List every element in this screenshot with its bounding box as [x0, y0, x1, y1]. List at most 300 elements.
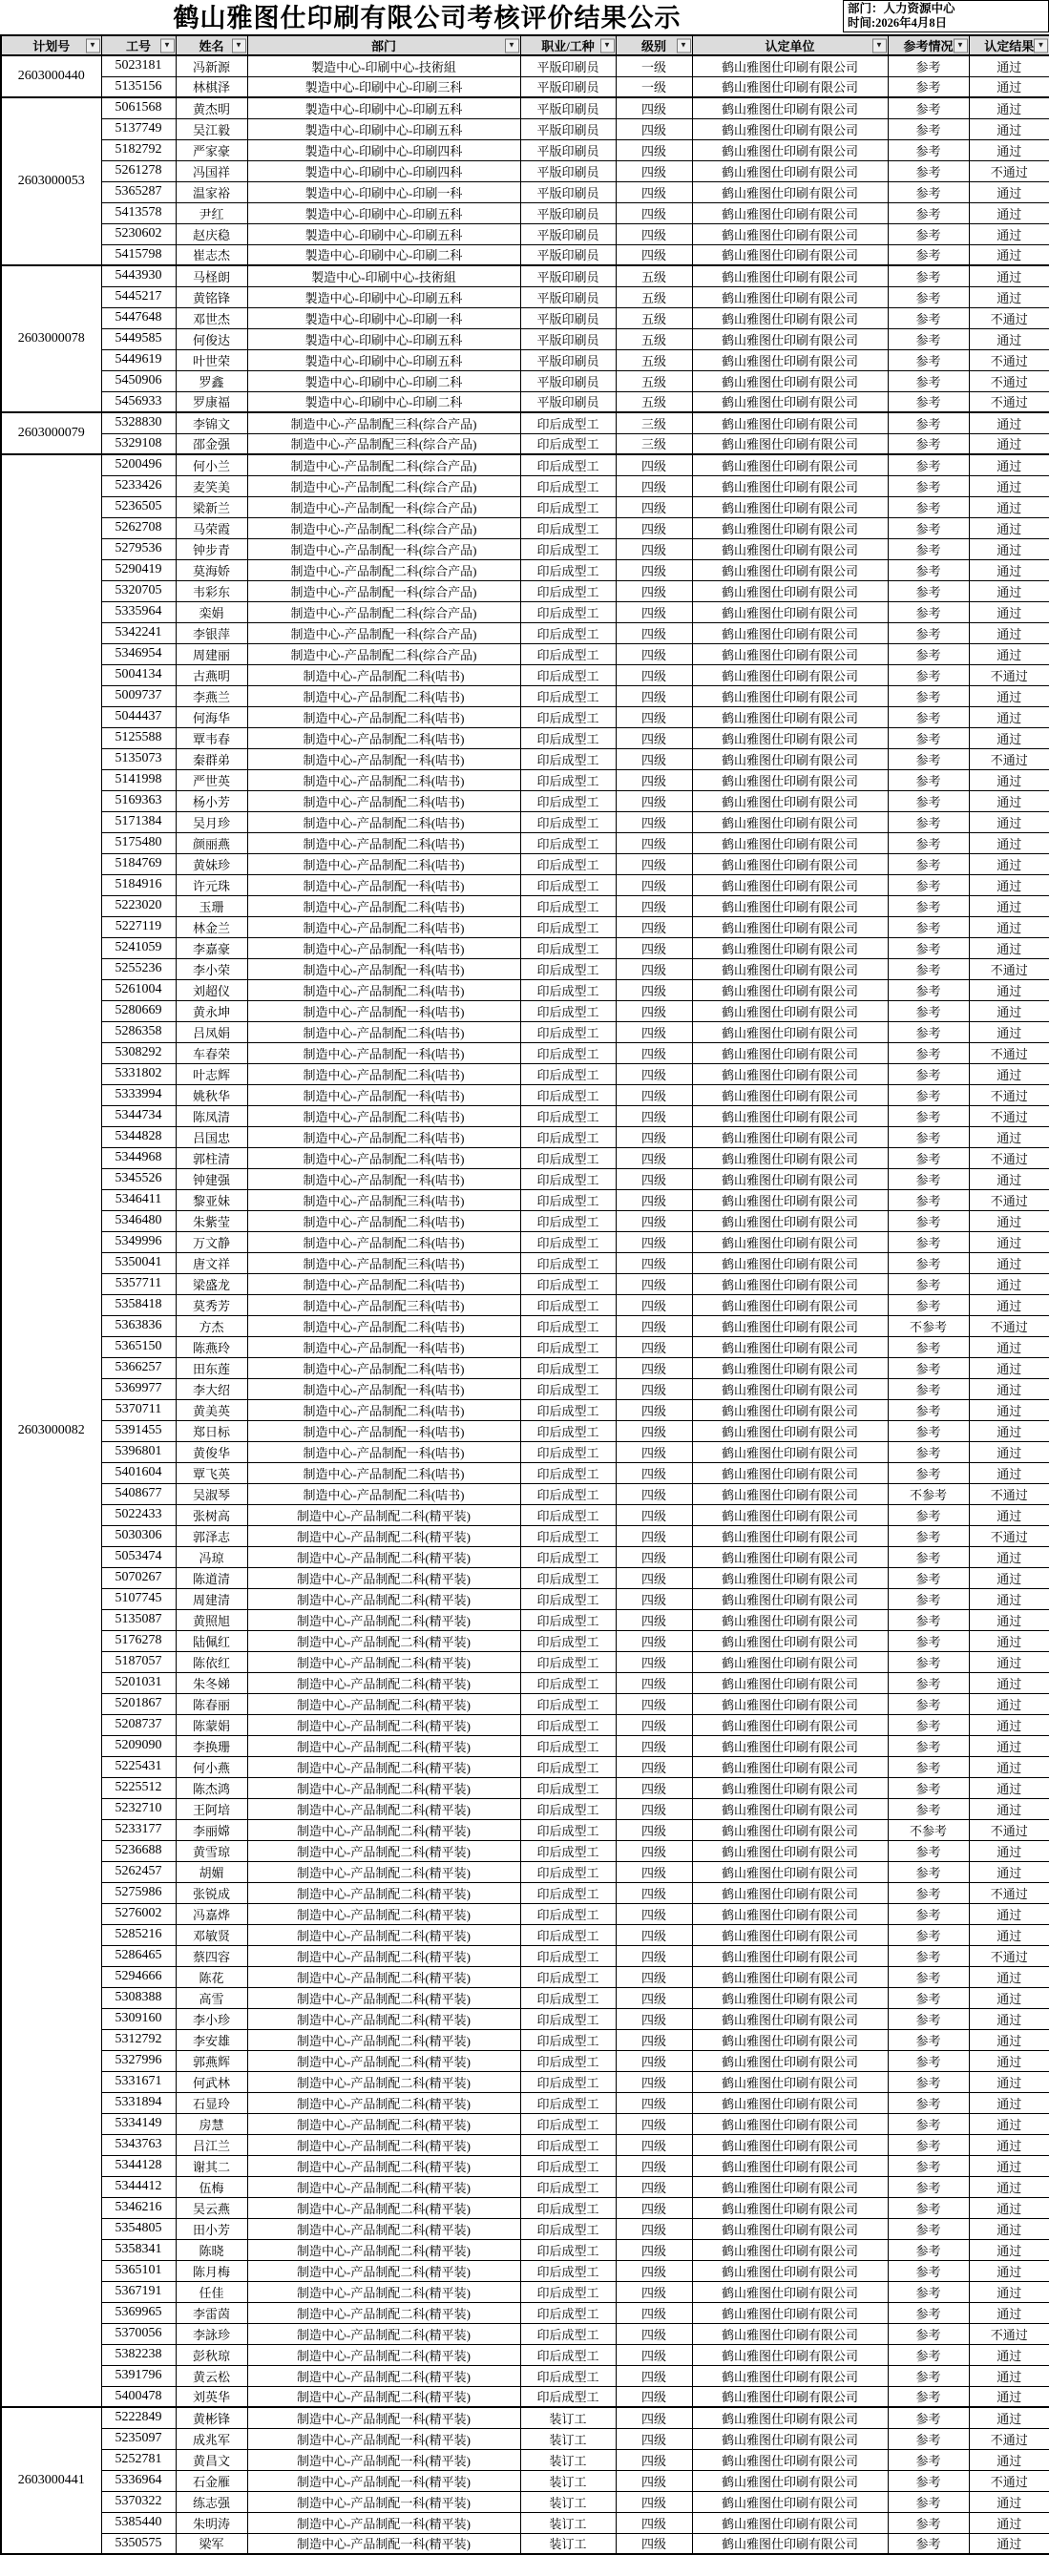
occupation-cell: 印后成型工: [520, 1945, 616, 1966]
reference-cell: 参考: [888, 55, 969, 76]
employee-id-cell: 5365101: [101, 2260, 176, 2281]
department-cell: 制造中心-产品制配二科(咭书): [247, 811, 520, 832]
name-cell: 黄永坤: [176, 1000, 247, 1021]
result-cell: 通过: [969, 1777, 1049, 1798]
result-cell: 不通过: [969, 2470, 1049, 2491]
table-row: [1, 958, 1049, 979]
company-cell: 鹤山雅图仕印刷有限公司: [692, 2218, 888, 2239]
occupation-cell: 印后成型工: [520, 958, 616, 979]
result-cell: 通过: [969, 202, 1049, 223]
employee-id-cell: 5308388: [101, 1987, 176, 2008]
employee-id-cell: 5262457: [101, 1861, 176, 1882]
employee-id-cell: 5400478: [101, 2386, 176, 2407]
name-cell: 马荣霞: [176, 517, 247, 538]
level-cell: 四级: [616, 2134, 692, 2155]
table-row: [1, 2449, 1049, 2470]
reference-cell: 不参考: [888, 1819, 969, 1840]
occupation-cell: 印后成型工: [520, 2386, 616, 2407]
occupation-cell: 装订工: [520, 2470, 616, 2491]
reference-cell: 参考: [888, 349, 969, 370]
department-cell: 制造中心-产品制配二科(精平装): [247, 1630, 520, 1651]
employee-id-cell: 5184769: [101, 853, 176, 874]
result-cell: 不通过: [969, 1189, 1049, 1210]
table-row: [1, 685, 1049, 706]
department-cell: 制造中心-产品制配二科(咭书): [247, 853, 520, 874]
employee-id-cell: 5308292: [101, 1042, 176, 1063]
company-cell: 鹤山雅图仕印刷有限公司: [692, 2449, 888, 2470]
name-cell: 李银萍: [176, 622, 247, 643]
department-cell: 製造中心-印刷中心-印刷一科: [247, 181, 520, 202]
reference-cell: 不参考: [888, 1483, 969, 1504]
name-cell: 石显玲: [176, 2092, 247, 2113]
occupation-cell: 印后成型工: [520, 1609, 616, 1630]
employee-id-cell: 5184916: [101, 874, 176, 895]
company-cell: 鹤山雅图仕印刷有限公司: [692, 1063, 888, 1084]
table-row: [1, 496, 1049, 517]
employee-id-cell: 5366257: [101, 1357, 176, 1378]
occupation-cell: 印后成型工: [520, 1315, 616, 1336]
level-cell: 四级: [616, 1399, 692, 1420]
occupation-cell: 印后成型工: [520, 1630, 616, 1651]
company-cell: 鹤山雅图仕印刷有限公司: [692, 769, 888, 790]
company-cell: 鹤山雅图仕印刷有限公司: [692, 1399, 888, 1420]
department-cell: 制造中心-产品制配二科(咭书): [247, 1126, 520, 1147]
department-cell: 制造中心-产品制配二科(精平装): [247, 2113, 520, 2134]
name-cell: 钟步青: [176, 538, 247, 559]
employee-id-cell: 5280669: [101, 1000, 176, 1021]
reference-cell: 参考: [888, 538, 969, 559]
table-row: [1, 601, 1049, 622]
column-header-label: 计划号: [32, 39, 71, 53]
occupation-cell: 印后成型工: [520, 790, 616, 811]
employee-id-cell: 5367191: [101, 2281, 176, 2302]
reference-cell: 参考: [888, 790, 969, 811]
level-cell: 五级: [616, 391, 692, 412]
level-cell: 四级: [616, 706, 692, 727]
reference-cell: 参考: [888, 1882, 969, 1903]
level-cell: 四级: [616, 1987, 692, 2008]
filter-dropdown-icon[interactable]: ▼: [677, 38, 691, 52]
reference-cell: 参考: [888, 1693, 969, 1714]
level-cell: 四级: [616, 2407, 692, 2428]
result-cell: 通过: [969, 1357, 1049, 1378]
occupation-cell: 平版印刷员: [520, 181, 616, 202]
department-cell: 制造中心-产品制配一科(精平装): [247, 2470, 520, 2491]
occupation-cell: 印后成型工: [520, 454, 616, 475]
reference-cell: 参考: [888, 664, 969, 685]
employee-id-cell: 5107745: [101, 1588, 176, 1609]
name-cell: 林金兰: [176, 916, 247, 937]
table-row: [1, 1546, 1049, 1567]
occupation-cell: 装订工: [520, 2407, 616, 2428]
table-row: [1, 748, 1049, 769]
department-cell: 制造中心-产品制配一科(综合产品): [247, 580, 520, 601]
reference-cell: 参考: [888, 475, 969, 496]
result-cell: 不通过: [969, 1483, 1049, 1504]
occupation-cell: 印后成型工: [520, 2197, 616, 2218]
result-cell: 通过: [969, 1987, 1049, 2008]
level-cell: 四级: [616, 1336, 692, 1357]
reference-cell: 参考: [888, 1924, 969, 1945]
company-cell: 鹤山雅图仕印刷有限公司: [692, 643, 888, 664]
level-cell: 四级: [616, 517, 692, 538]
level-cell: 四级: [616, 937, 692, 958]
employee-id-cell: 5365287: [101, 181, 176, 202]
name-cell: 王阿培: [176, 1798, 247, 1819]
reference-cell: 参考: [888, 2092, 969, 2113]
department-cell: 制造中心-产品制配二科(咭书): [247, 1210, 520, 1231]
filter-dropdown-icon[interactable]: ▼: [872, 38, 887, 52]
reference-cell: 参考: [888, 2218, 969, 2239]
department-cell: 製造中心-印刷中心-印刷四科: [247, 160, 520, 181]
employee-id-cell: 5331671: [101, 2071, 176, 2092]
table-row: [1, 2176, 1049, 2197]
reference-cell: 参考: [888, 2113, 969, 2134]
level-cell: 四级: [616, 874, 692, 895]
reference-cell: 参考: [888, 1273, 969, 1294]
reference-cell: 参考: [888, 1231, 969, 1252]
reference-cell: 参考: [888, 76, 969, 97]
page-header: [0, 0, 1049, 34]
occupation-cell: 印后成型工: [520, 832, 616, 853]
company-cell: 鹤山雅图仕印刷有限公司: [692, 1378, 888, 1399]
department-cell: 制造中心-产品制配二科(综合产品): [247, 517, 520, 538]
name-cell: 吴云燕: [176, 2197, 247, 2218]
result-cell: 通过: [969, 1588, 1049, 1609]
name-cell: 陈杰鸿: [176, 1777, 247, 1798]
occupation-cell: 印后成型工: [520, 895, 616, 916]
reference-cell: 参考: [888, 2491, 969, 2512]
employee-id-cell: 5346411: [101, 1189, 176, 1210]
reference-cell: 参考: [888, 853, 969, 874]
reference-cell: 参考: [888, 874, 969, 895]
level-cell: 四级: [616, 1294, 692, 1315]
level-cell: 四级: [616, 1168, 692, 1189]
occupation-cell: 印后成型工: [520, 706, 616, 727]
table-row: [1, 328, 1049, 349]
department-cell: 制造中心-产品制配二科(精平装): [247, 2302, 520, 2323]
table-row: [1, 244, 1049, 265]
employee-id-cell: 5285216: [101, 1924, 176, 1945]
department-cell: 制造中心-产品制配二科(精平装): [247, 2071, 520, 2092]
result-cell: 通过: [969, 1420, 1049, 1441]
result-cell: 通过: [969, 538, 1049, 559]
company-cell: 鹤山雅图仕印刷有限公司: [692, 412, 888, 433]
level-cell: 四级: [616, 1147, 692, 1168]
table-row: [1, 1000, 1049, 1021]
level-cell: 四级: [616, 1105, 692, 1126]
table-row: [1, 1441, 1049, 1462]
department-cell: 制造中心-产品制配二科(咭书): [247, 1147, 520, 1168]
table-row: [1, 580, 1049, 601]
employee-id-cell: 5262708: [101, 517, 176, 538]
level-cell: 四级: [616, 1084, 692, 1105]
department-cell: 制造中心-产品制配二科(精平装): [247, 1546, 520, 1567]
table-row: [1, 2365, 1049, 2386]
name-cell: 吴月珍: [176, 811, 247, 832]
name-cell: 覃飞英: [176, 1462, 247, 1483]
company-cell: 鹤山雅图仕印刷有限公司: [692, 664, 888, 685]
level-cell: 四级: [616, 2260, 692, 2281]
filter-dropdown-icon[interactable]: ▼: [86, 38, 100, 52]
employee-id-cell: 5004134: [101, 664, 176, 685]
result-cell: 不通过: [969, 1525, 1049, 1546]
department-cell: 制造中心-产品制配一科(综合产品): [247, 622, 520, 643]
name-cell: 梁盛龙: [176, 1273, 247, 1294]
result-cell: 通过: [969, 1441, 1049, 1462]
department-cell: 制造中心-产品制配二科(精平装): [247, 1609, 520, 1630]
reference-cell: 参考: [888, 97, 969, 118]
employee-id-cell: 5022433: [101, 1504, 176, 1525]
name-cell: 罗鑫: [176, 370, 247, 391]
result-cell: 通过: [969, 559, 1049, 580]
table-row: [1, 97, 1049, 118]
company-cell: 鹤山雅图仕印刷有限公司: [692, 265, 888, 286]
department-cell: 制造中心-产品制配二科(精平装): [247, 1945, 520, 1966]
employee-id-cell: 5175480: [101, 832, 176, 853]
employee-id-cell: 5408677: [101, 1483, 176, 1504]
company-cell: 鹤山雅图仕印刷有限公司: [692, 328, 888, 349]
reference-cell: 参考: [888, 2512, 969, 2533]
department-cell: 製造中心-印刷中心-印刷五科: [247, 223, 520, 244]
occupation-cell: 印后成型工: [520, 748, 616, 769]
employee-id-cell: 5443930: [101, 265, 176, 286]
reference-cell: 参考: [888, 685, 969, 706]
table-row: [1, 1525, 1049, 1546]
name-cell: 房慧: [176, 2113, 247, 2134]
company-cell: 鹤山雅图仕印刷有限公司: [692, 685, 888, 706]
name-cell: 吕江兰: [176, 2134, 247, 2155]
name-cell: 郭燕辉: [176, 2050, 247, 2071]
reference-cell: 参考: [888, 1210, 969, 1231]
result-cell: 通过: [969, 874, 1049, 895]
department-cell: 制造中心-产品制配二科(精平装): [247, 1924, 520, 1945]
company-cell: 鹤山雅图仕印刷有限公司: [692, 1189, 888, 1210]
column-header-employee-id: [101, 35, 176, 55]
level-cell: 四级: [616, 832, 692, 853]
company-cell: 鹤山雅图仕印刷有限公司: [692, 1168, 888, 1189]
table-row: [1, 916, 1049, 937]
employee-id-cell: 5336964: [101, 2470, 176, 2491]
company-cell: 鹤山雅图仕印刷有限公司: [692, 979, 888, 1000]
level-cell: 四级: [616, 2239, 692, 2260]
employee-id-cell: 5357711: [101, 1273, 176, 1294]
reference-cell: 参考: [888, 1903, 969, 1924]
result-cell: 通过: [969, 1693, 1049, 1714]
table-row: [1, 2470, 1049, 2491]
level-cell: 四级: [616, 1000, 692, 1021]
name-cell: 李燕兰: [176, 685, 247, 706]
name-cell: 方杰: [176, 1315, 247, 1336]
company-cell: 鹤山雅图仕印刷有限公司: [692, 1609, 888, 1630]
company-cell: 鹤山雅图仕印刷有限公司: [692, 349, 888, 370]
name-cell: 陈燕玲: [176, 1336, 247, 1357]
occupation-cell: 印后成型工: [520, 874, 616, 895]
result-cell: 通过: [969, 1126, 1049, 1147]
employee-id-cell: 5370322: [101, 2491, 176, 2512]
column-header-label: 工号: [125, 39, 151, 53]
filter-dropdown-icon[interactable]: ▼: [232, 38, 246, 52]
result-cell: 通过: [969, 2155, 1049, 2176]
level-cell: 四级: [616, 2449, 692, 2470]
level-cell: 四级: [616, 2092, 692, 2113]
company-cell: 鹤山雅图仕印刷有限公司: [692, 475, 888, 496]
employee-id-cell: 5344734: [101, 1105, 176, 1126]
employee-id-cell: 5385440: [101, 2512, 176, 2533]
department-cell: 制造中心-产品制配二科(精平装): [247, 2239, 520, 2260]
employee-id-cell: 5342241: [101, 622, 176, 643]
filter-dropdown-icon[interactable]: ▼: [954, 38, 968, 52]
reference-cell: 参考: [888, 2239, 969, 2260]
table-row: [1, 391, 1049, 412]
result-cell: 通过: [969, 118, 1049, 139]
level-cell: 五级: [616, 328, 692, 349]
result-cell: 通过: [969, 1063, 1049, 1084]
level-cell: 四级: [616, 181, 692, 202]
level-cell: 四级: [616, 2386, 692, 2407]
name-cell: 尹红: [176, 202, 247, 223]
name-cell: 石金雁: [176, 2470, 247, 2491]
employee-id-cell: 5396801: [101, 1441, 176, 1462]
occupation-cell: 印后成型工: [520, 2323, 616, 2344]
level-cell: 四级: [616, 622, 692, 643]
department-cell: 制造中心-产品制配二科(咭书): [247, 1105, 520, 1126]
filter-dropdown-icon[interactable]: ▼: [600, 38, 615, 52]
employee-id-cell: 5209090: [101, 1735, 176, 1756]
table-row: [1, 454, 1049, 475]
name-cell: 黄美英: [176, 1399, 247, 1420]
reference-cell: 参考: [888, 2449, 969, 2470]
reference-cell: 参考: [888, 1336, 969, 1357]
name-cell: 莫海娇: [176, 559, 247, 580]
reference-cell: 参考: [888, 2344, 969, 2365]
occupation-cell: 印后成型工: [520, 1798, 616, 1819]
result-cell: 通过: [969, 1798, 1049, 1819]
department-cell: 制造中心-产品制配二科(精平装): [247, 2176, 520, 2197]
filter-dropdown-icon[interactable]: ▼: [505, 38, 519, 52]
department-cell: 制造中心-产品制配三科(综合产品): [247, 433, 520, 454]
department-cell: 制造中心-产品制配一科(咭书): [247, 1336, 520, 1357]
level-cell: 四级: [616, 1210, 692, 1231]
filter-dropdown-icon[interactable]: ▼: [160, 38, 175, 52]
company-cell: 鹤山雅图仕印刷有限公司: [692, 1483, 888, 1504]
level-cell: 四级: [616, 496, 692, 517]
occupation-cell: 印后成型工: [520, 727, 616, 748]
reference-cell: 参考: [888, 2155, 969, 2176]
company-cell: 鹤山雅图仕印刷有限公司: [692, 2386, 888, 2407]
reference-cell: 参考: [888, 1189, 969, 1210]
table-row: [1, 1903, 1049, 1924]
result-cell: 通过: [969, 1546, 1049, 1567]
result-cell: 通过: [969, 2050, 1049, 2071]
level-cell: 四级: [616, 160, 692, 181]
department-cell: 製造中心-印刷中心-印刷三科: [247, 76, 520, 97]
occupation-cell: 印后成型工: [520, 1462, 616, 1483]
company-cell: 鹤山雅图仕印刷有限公司: [692, 727, 888, 748]
company-cell: 鹤山雅图仕印刷有限公司: [692, 1798, 888, 1819]
result-cell: 通过: [969, 2071, 1049, 2092]
table-row: [1, 223, 1049, 244]
reference-cell: 参考: [888, 1147, 969, 1168]
table-row: [1, 202, 1049, 223]
name-cell: 练志强: [176, 2491, 247, 2512]
reference-cell: 参考: [888, 2260, 969, 2281]
company-cell: 鹤山雅图仕印刷有限公司: [692, 370, 888, 391]
employee-id-cell: 5456933: [101, 391, 176, 412]
occupation-cell: 印后成型工: [520, 1084, 616, 1105]
reference-cell: 参考: [888, 370, 969, 391]
department-cell: 制造中心-产品制配二科(精平装): [247, 1525, 520, 1546]
company-cell: 鹤山雅图仕印刷有限公司: [692, 1126, 888, 1147]
reference-cell: 参考: [888, 391, 969, 412]
filter-dropdown-icon[interactable]: ▼: [1034, 38, 1048, 52]
reference-cell: 参考: [888, 1756, 969, 1777]
department-cell: 制造中心-产品制配二科(精平装): [247, 1693, 520, 1714]
occupation-cell: 印后成型工: [520, 937, 616, 958]
level-cell: 四级: [616, 685, 692, 706]
company-cell: 鹤山雅图仕印刷有限公司: [692, 1882, 888, 1903]
level-cell: 四级: [616, 2008, 692, 2029]
level-cell: 四级: [616, 643, 692, 664]
info-department: 部门：人力资源中心: [848, 2, 955, 15]
name-cell: 李小珍: [176, 2008, 247, 2029]
result-cell: 通过: [969, 1168, 1049, 1189]
level-cell: 五级: [616, 349, 692, 370]
name-cell: 黄俊华: [176, 1441, 247, 1462]
department-cell: 製造中心-印刷中心-印刷二科: [247, 244, 520, 265]
table-row: [1, 790, 1049, 811]
table-row: [1, 286, 1049, 307]
level-cell: 四级: [616, 202, 692, 223]
employee-id-cell: 5346216: [101, 2197, 176, 2218]
reference-cell: 参考: [888, 601, 969, 622]
company-cell: 鹤山雅图仕印刷有限公司: [692, 1420, 888, 1441]
result-cell: 不通过: [969, 748, 1049, 769]
department-cell: 制造中心-产品制配二科(综合产品): [247, 454, 520, 475]
reference-cell: 参考: [888, 412, 969, 433]
result-cell: 通过: [969, 1273, 1049, 1294]
occupation-cell: 装订工: [520, 2512, 616, 2533]
occupation-cell: 平版印刷员: [520, 349, 616, 370]
table-row: [1, 1798, 1049, 1819]
department-cell: 制造中心-产品制配二科(精平装): [247, 2365, 520, 2386]
occupation-cell: 印后成型工: [520, 811, 616, 832]
result-cell: 通过: [969, 181, 1049, 202]
level-cell: 四级: [616, 2344, 692, 2365]
table-row: [1, 1063, 1049, 1084]
name-cell: 严家豪: [176, 139, 247, 160]
name-cell: 李小荣: [176, 958, 247, 979]
company-cell: 鹤山雅图仕印刷有限公司: [692, 538, 888, 559]
company-cell: 鹤山雅图仕印刷有限公司: [692, 1819, 888, 1840]
name-cell: 黄妹珍: [176, 853, 247, 874]
company-cell: 鹤山雅图仕印刷有限公司: [692, 2113, 888, 2134]
level-cell: 四级: [616, 916, 692, 937]
employee-id-cell: 5171384: [101, 811, 176, 832]
table-row: [1, 559, 1049, 580]
occupation-cell: 印后成型工: [520, 1924, 616, 1945]
reference-cell: 参考: [888, 559, 969, 580]
company-cell: 鹤山雅图仕印刷有限公司: [692, 244, 888, 265]
result-cell: 通过: [969, 1861, 1049, 1882]
level-cell: 四级: [616, 2071, 692, 2092]
reference-cell: 参考: [888, 1084, 969, 1105]
result-cell: 通过: [969, 727, 1049, 748]
company-cell: 鹤山雅图仕印刷有限公司: [692, 1630, 888, 1651]
name-cell: 林棋泽: [176, 76, 247, 97]
employee-id-cell: 5176278: [101, 1630, 176, 1651]
name-cell: 朱冬娣: [176, 1672, 247, 1693]
